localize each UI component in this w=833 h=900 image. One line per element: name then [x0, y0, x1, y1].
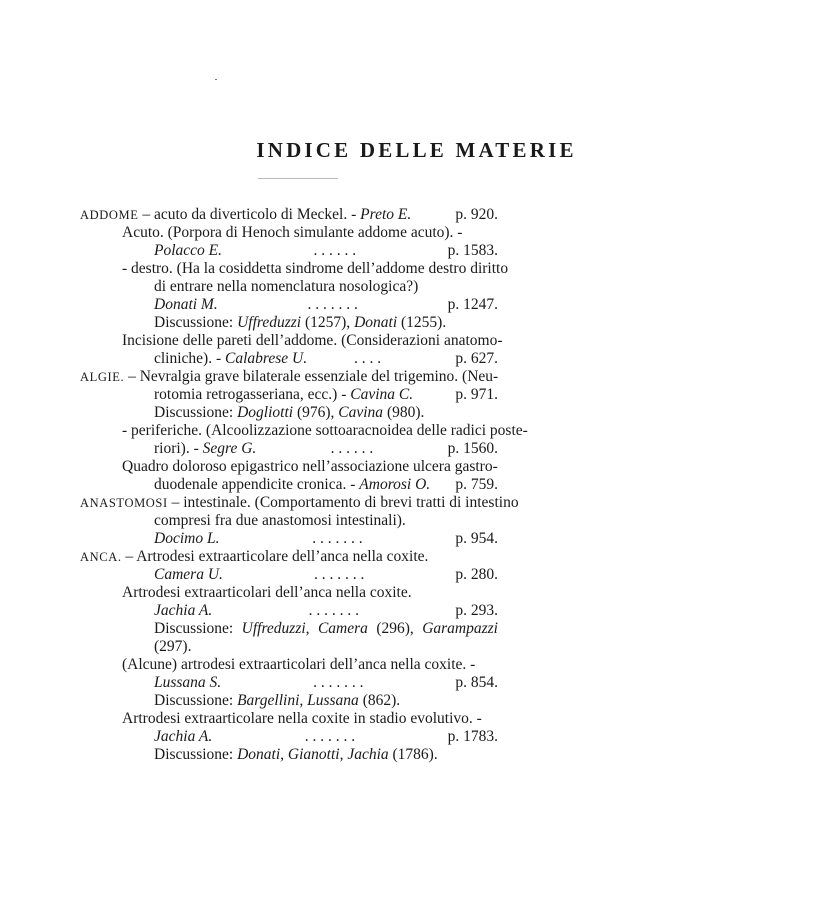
entry-author: Donati M.: [154, 296, 218, 313]
leader-dots: . . . . . . .: [313, 674, 364, 691]
discussion-page: (976),: [296, 404, 335, 421]
entry-anca-c-line-1: [122, 656, 498, 674]
page-ref: p. 854.: [455, 674, 498, 691]
entry-anastomosi-line-3: [154, 530, 498, 548]
entry-anca-b-discussion: [154, 620, 498, 638]
discussion-author: Donati: [354, 314, 398, 331]
entry-anca-d-line-1: [122, 710, 498, 728]
leader-dots: . . . . . .: [313, 242, 357, 259]
leader-dots: . . . . . . .: [308, 602, 359, 619]
discussion-page: (1786).: [392, 746, 438, 763]
discussion-author: Dogliotti: [237, 404, 294, 421]
page-ref: p. 627.: [455, 350, 498, 367]
entry-anca-a-line-2: [154, 566, 498, 584]
entry-text: compresi fra due anastomosi intestinali).: [154, 512, 406, 529]
leader-dots: . . . .: [354, 350, 382, 367]
entry-anca-line-1: [80, 548, 428, 566]
leader-dots: . . . . . . .: [313, 566, 365, 583]
page-ref: p. 971.: [455, 386, 498, 403]
discussion-author: Donati, Gianotti, Jachia: [237, 746, 389, 763]
entry-anca-c-line-2: [154, 674, 498, 692]
entry-addome-acuto-line-2: [154, 242, 498, 260]
discussion-author: Uffreduzzi: [237, 314, 302, 331]
page-ref: p. 1560.: [447, 440, 498, 457]
entry-head-anca: ANCA.: [80, 550, 122, 564]
entry-author: Segre G.: [202, 440, 257, 457]
entry-text: – Nevralgia grave bilaterale essenziale del trigemino. (Neu-: [128, 368, 499, 385]
entry-anca-b-discussion-cont: [154, 638, 191, 656]
entry-text: – acuto da diverticolo di Meckel. -: [142, 206, 357, 223]
entry-anastomosi-line-1: [80, 494, 519, 512]
discussion-page: (297).: [154, 638, 192, 655]
entry-text: Artrodesi extraarticolari dell’anca nella coxite.: [122, 584, 412, 601]
entry-addome-destro-line-3: [154, 296, 498, 314]
entry-anca-b-line-1: [122, 584, 412, 602]
entry-text: Incisione delle pareti dell’addome. (Considerazioni anatomo-: [122, 332, 503, 349]
entry-head-algie: ALGIE.: [80, 370, 125, 384]
title-rule: [258, 178, 338, 179]
entry-anca-c-discussion: [154, 692, 400, 710]
discussion-author: Cavina: [338, 404, 384, 421]
page-ref: p. 1583.: [447, 242, 498, 259]
page-ref: p. 293.: [455, 602, 498, 619]
entry-head-addome: ADDOME: [80, 208, 139, 222]
entry-algie-discussion: [154, 404, 424, 422]
discussion-page: (862).: [362, 692, 401, 709]
discussion-label: Discussione:: [154, 404, 234, 421]
entry-text: Artrodesi extraarticolare nella coxite in stadio evolutivo. -: [122, 710, 482, 727]
entry-author: Jachia A.: [154, 728, 213, 745]
entry-algie-line-1: [80, 368, 498, 386]
discussion-page: (980).: [386, 404, 425, 421]
entry-author: Jachia A.: [154, 602, 213, 619]
entry-algie-quadro-line-2: [154, 476, 498, 494]
entry-text: di entrare nella nomenclatura nosologica?): [154, 278, 419, 295]
entry-text: - destro. (Ha la cosiddetta sindrome dell’addome destro diritto: [122, 260, 509, 277]
print-speck: [215, 79, 217, 80]
leader-dots: . . . . . . .: [307, 296, 358, 313]
leader-dots: . . . . . . .: [304, 728, 356, 745]
discussion-label: Discussione:: [154, 620, 234, 637]
entry-anca-d-line-2: [154, 728, 498, 746]
entry-text: – Artrodesi extraarticolare dell’anca nella coxite.: [125, 548, 429, 565]
entry-author: Lussana S.: [154, 674, 222, 691]
entry-addome-acuto-line-1: [122, 224, 498, 242]
entry-addome-line-1: [80, 206, 498, 224]
entry-author: Docimo L.: [154, 530, 220, 547]
page-ref: p. 759.: [455, 476, 498, 493]
entry-anca-d-discussion: [154, 746, 438, 764]
discussion-author: Uffreduzzi,: [241, 620, 310, 637]
page-ref: p. 954.: [455, 530, 498, 547]
entry-author: Cavina C.: [350, 386, 414, 403]
entry-algie-periferiche-line-2: [154, 440, 498, 458]
entry-text: riori). -: [154, 440, 199, 457]
entry-addome-destro-discussion: [154, 314, 446, 332]
page-ref: p. 920.: [455, 206, 498, 223]
entry-addome-destro-line-2: [154, 278, 418, 296]
entry-addome-incisione-line-2: [154, 350, 498, 368]
entry-text: Acuto. (Porpora di Henoch simulante addome acuto). -: [122, 224, 463, 241]
entry-author: Amorosi O.: [359, 476, 431, 493]
entry-author: Preto E.: [360, 206, 412, 223]
page-ref: p. 280.: [455, 566, 498, 583]
entry-addome-incisione-line-1: [122, 332, 503, 350]
entry-head-anastomosi: ANASTOMOSI: [80, 496, 168, 510]
entry-author: Polacco E.: [154, 242, 223, 259]
entry-text: Quadro doloroso epigastrico nell’associazione ulcera gastro-: [122, 458, 498, 475]
page-title: INDICE DELLE MATERIE: [256, 138, 577, 162]
leader-dots: . . . . . .: [330, 440, 374, 457]
entry-addome-destro-line-1: [122, 260, 509, 278]
discussion-author: Bargellini, Lussana: [237, 692, 359, 709]
discussion-label: Discussione:: [154, 314, 234, 331]
discussion-page: (1255).: [401, 314, 447, 331]
discussion-page: (1257),: [304, 314, 351, 331]
discussion-author: Garampazzi: [422, 620, 498, 637]
entry-text: cliniche). -: [154, 350, 222, 367]
entry-author: Camera U.: [154, 566, 223, 583]
entry-text: duodenale appendicite cronica. -: [154, 476, 356, 493]
entry-text: (Alcune) artrodesi extraarticolari dell’anca nella coxite. -: [122, 656, 476, 673]
page-ref: p. 1247.: [447, 296, 498, 313]
entry-text: rotomia retrogasseriana, ecc.) -: [154, 386, 347, 403]
leader-dots: . . . . . . .: [312, 530, 363, 547]
discussion-author: Camera: [317, 620, 368, 637]
entry-algie-line-2: [154, 386, 498, 404]
entry-anastomosi-line-2: [154, 512, 406, 530]
page-ref: p. 1783.: [447, 728, 498, 745]
discussion-label: Discussione:: [154, 692, 234, 709]
discussion-page: (296),: [376, 620, 414, 637]
entry-text: – intestinale. (Comportamento di brevi tratti di intestino: [171, 494, 519, 511]
entry-anca-b-line-2: [154, 602, 498, 620]
discussion-label: Discussione:: [154, 746, 234, 763]
entry-text: - periferiche. (Alcoolizzazione sottoaracnoidea delle radici poste-: [122, 422, 528, 439]
entry-algie-periferiche-line-1: [122, 422, 528, 440]
entry-author: Calabrese U.: [225, 350, 308, 367]
entry-algie-quadro-line-1: [122, 458, 498, 476]
